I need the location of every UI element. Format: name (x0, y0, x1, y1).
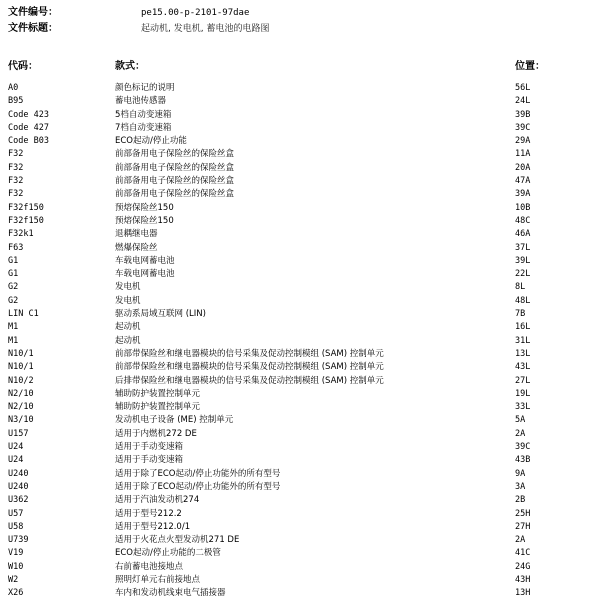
row-position: 24G (515, 561, 531, 572)
table-row (0, 454, 607, 467)
row-description: 起动机 (115, 335, 141, 346)
row-position: 3A (515, 481, 526, 492)
row-description: 前部备用电子保险丝的保险丝盒 (115, 149, 235, 160)
row-code: G2 (8, 295, 19, 306)
table-row (0, 268, 607, 281)
table-row (0, 242, 607, 255)
row-code: M1 (8, 335, 19, 346)
row-description: 发电机 (115, 282, 141, 293)
row-position: 56L (515, 83, 531, 93)
row-position: 25H (515, 508, 531, 519)
row-code: N2/10 (8, 388, 34, 399)
row-description: ECO起动/停止功能的二极管 (115, 548, 221, 559)
table-row (0, 202, 607, 215)
row-position: 27H (515, 521, 531, 532)
row-description: 前部带保险丝和继电器模块的信号采集及促动控制模组 (SAM) 控制单元 (115, 362, 384, 373)
table-row (0, 494, 607, 507)
table-row (0, 175, 607, 188)
header-description: 款式： (115, 61, 145, 72)
row-description: ECO起动/停止功能 (115, 136, 187, 147)
row-description: 退耦继电器 (115, 229, 158, 240)
table-row (0, 481, 607, 494)
row-description: 辅助防护装置控制单元 (115, 388, 201, 399)
row-position: 2B (515, 495, 526, 506)
table-row (0, 308, 607, 321)
table-row (0, 521, 607, 534)
table-row (0, 547, 607, 560)
row-description: 车载电网蓄电池 (115, 255, 175, 266)
row-code: U240 (8, 468, 29, 479)
row-description: 发电机 (115, 295, 141, 306)
row-position: 13H (515, 588, 531, 599)
row-code: F32f150 (8, 215, 44, 226)
table-row (0, 188, 607, 201)
row-code: Code 423 (8, 109, 49, 120)
row-position: 41C (515, 548, 531, 559)
row-position: 2A (515, 428, 526, 439)
row-description: 发动机电子设备 (ME) 控制单元 (115, 415, 234, 426)
table-row (0, 148, 607, 161)
row-description: 5档自动变速箱 (115, 109, 172, 120)
row-code: G1 (8, 269, 19, 280)
row-code: N10/1 (8, 362, 34, 373)
row-code: F32 (8, 149, 24, 160)
row-code: F32k1 (8, 229, 34, 240)
row-code: G2 (8, 282, 19, 293)
row-position: 47A (515, 176, 531, 187)
component-table (0, 82, 607, 601)
row-description: 预熔保险丝150 (115, 215, 174, 226)
row-code: V19 (8, 548, 24, 559)
row-description: 适用于手动变速箱 (115, 455, 184, 466)
row-code: LIN C1 (8, 309, 39, 320)
header-position: 位置： (515, 61, 545, 72)
row-code: W10 (8, 561, 24, 572)
row-description: 驱动系局域互联网 (LIN) (115, 309, 206, 320)
row-description: 颜色标记的说明 (115, 83, 175, 93)
table-row (0, 215, 607, 228)
row-position: 11A (515, 149, 531, 160)
row-position: 16L (515, 322, 531, 333)
table-row (0, 587, 607, 600)
row-code: U157 (8, 428, 29, 439)
row-code: U24 (8, 455, 24, 466)
row-code: U58 (8, 521, 24, 532)
row-code: F63 (8, 242, 24, 253)
row-position: 7B (515, 309, 526, 320)
row-position: 8L (515, 282, 526, 293)
table-row (0, 295, 607, 308)
row-description: 蓄电池传感器 (115, 96, 167, 107)
table-row (0, 414, 607, 427)
row-description: 适用于汽油发动机274 (115, 495, 200, 506)
table-row (0, 122, 607, 135)
row-position: 27L (515, 375, 531, 386)
row-position: 48C (515, 215, 531, 226)
doc-title-value: 起动机, 发电机, 蓄电池的电路图 (141, 24, 270, 34)
row-position: 39B (515, 109, 531, 120)
row-code: A0 (8, 83, 19, 93)
row-code: U57 (8, 508, 24, 519)
row-description: 适用于火花点火型发动机271 DE (115, 535, 240, 546)
row-description: 7档自动变速箱 (115, 122, 172, 133)
row-position: 5A (515, 415, 526, 426)
header-code: 代码： (8, 61, 38, 72)
row-description: 适用于手动变速箱 (115, 442, 184, 453)
row-description: 前部带保险丝和继电器模块的信号采集及促动控制模组 (SAM) 控制单元 (115, 348, 384, 359)
row-description: 适用于除了ECO起动/停止功能外的所有型号 (115, 481, 281, 492)
row-code: N10/1 (8, 348, 34, 359)
row-code: Code 427 (8, 122, 49, 133)
table-row (0, 321, 607, 334)
row-position: 31L (515, 335, 531, 346)
row-code: U362 (8, 495, 29, 506)
row-position: 29A (515, 136, 531, 147)
row-description: 适用于内燃机272 DE (115, 428, 197, 439)
row-position: 20A (515, 162, 531, 173)
table-row (0, 375, 607, 388)
row-code: U739 (8, 535, 29, 546)
row-position: 39A (515, 189, 531, 200)
row-position: 39C (515, 122, 531, 133)
table-row (0, 428, 607, 441)
table-row (0, 508, 607, 521)
row-code: N10/2 (8, 375, 34, 386)
table-row (0, 534, 607, 547)
row-code: X26 (8, 588, 24, 599)
table-row (0, 441, 607, 454)
row-code: U240 (8, 481, 29, 492)
table-row (0, 388, 607, 401)
row-position: 33L (515, 402, 531, 413)
table-row (0, 574, 607, 587)
row-description: 起动机 (115, 322, 141, 333)
table-header (0, 57, 607, 71)
row-position: 19L (515, 388, 531, 399)
table-row (0, 281, 607, 294)
row-description: 燃爆保险丝 (115, 242, 158, 253)
row-position: 39C (515, 442, 531, 453)
row-code: G1 (8, 255, 19, 266)
row-description: 右前蓄电池接地点 (115, 561, 184, 572)
doc-title-label: 文件标题： (8, 23, 58, 34)
table-row (0, 162, 607, 175)
row-position: 24L (515, 96, 531, 107)
row-description: 适用于除了ECO起动/停止功能外的所有型号 (115, 468, 281, 479)
row-description: 后排带保险丝和继电器模块的信号采集及促动控制模组 (SAM) 控制单元 (115, 375, 384, 386)
row-description: 照明灯单元右前接地点 (115, 574, 201, 585)
row-code: M1 (8, 322, 19, 333)
row-description: 预熔保险丝150 (115, 202, 174, 213)
row-position: 48L (515, 295, 531, 306)
row-position: 46A (515, 229, 531, 240)
table-row (0, 82, 607, 95)
table-row (0, 348, 607, 361)
table-row (0, 561, 607, 574)
row-position: 22L (515, 269, 531, 280)
row-code: F32 (8, 176, 24, 187)
row-code: N2/10 (8, 402, 34, 413)
row-code: W2 (8, 574, 19, 585)
row-description: 适用于型号212.2 (115, 508, 182, 519)
row-description: 车载电网蓄电池 (115, 269, 175, 280)
row-code: Code B03 (8, 136, 49, 147)
row-code: F32 (8, 162, 24, 173)
table-row (0, 468, 607, 481)
row-description: 辅助防护装置控制单元 (115, 402, 201, 413)
row-position: 43B (515, 455, 531, 466)
table-row (0, 335, 607, 348)
row-position: 9A (515, 468, 526, 479)
doc-number-value: pe15.00-p-2101-97dae (141, 8, 250, 18)
row-position: 43H (515, 574, 531, 585)
row-position: 37L (515, 242, 531, 253)
table-row (0, 109, 607, 122)
row-position: 10B (515, 202, 531, 213)
row-position: 39L (515, 255, 531, 266)
row-code: F32 (8, 189, 24, 200)
table-row (0, 255, 607, 268)
row-description: 前部备用电子保险丝的保险丝盒 (115, 189, 235, 200)
table-row (0, 361, 607, 374)
row-code: N3/10 (8, 415, 34, 426)
table-row (0, 228, 607, 241)
row-description: 适用于型号212.0/1 (115, 521, 191, 532)
doc-number-label: 文件编号： (8, 7, 58, 18)
row-description: 前部备用电子保险丝的保险丝盒 (115, 176, 235, 187)
row-position: 2A (515, 535, 526, 546)
row-description: 车内和发动机线束电气插接器 (115, 588, 226, 599)
row-position: 43L (515, 362, 531, 373)
table-row (0, 95, 607, 108)
row-code: F32f150 (8, 202, 44, 213)
row-code: B95 (8, 96, 24, 107)
row-position: 13L (515, 348, 531, 359)
row-code: U24 (8, 442, 24, 453)
table-row (0, 135, 607, 148)
row-description: 前部备用电子保险丝的保险丝盒 (115, 162, 235, 173)
table-row (0, 401, 607, 414)
